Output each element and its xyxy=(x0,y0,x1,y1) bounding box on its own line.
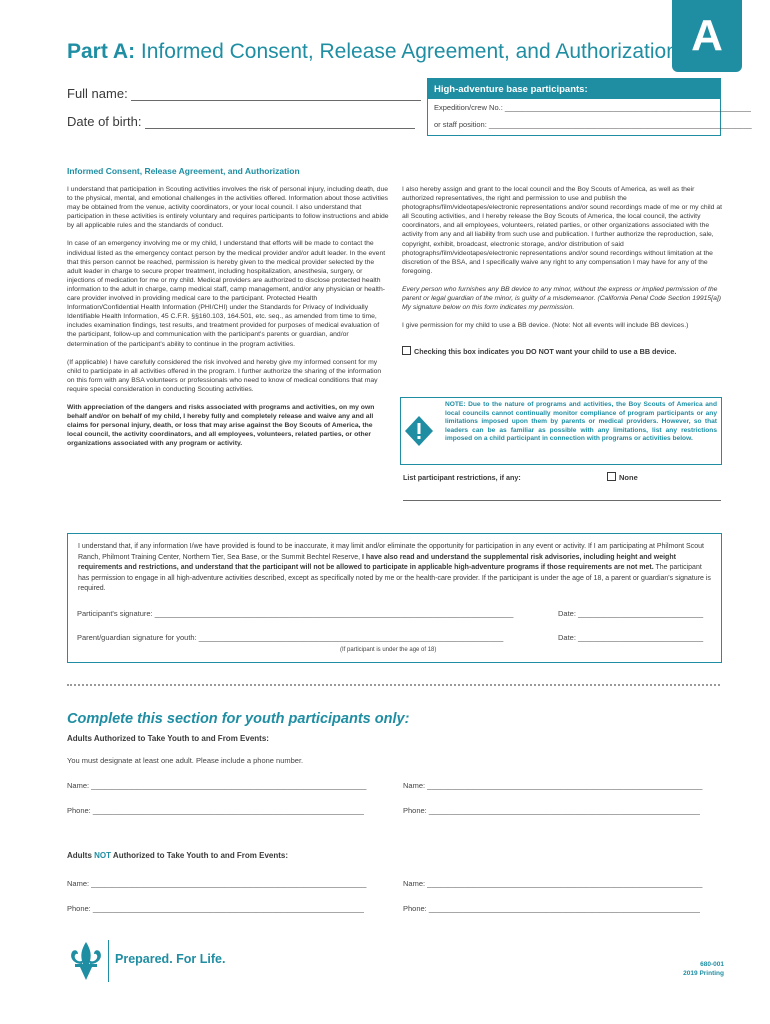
full-name-label: Full name: xyxy=(67,86,128,101)
not-authorized-name-1[interactable]: Name: __________________________________________________________________ xyxy=(67,879,367,888)
not-heading-emphasis: NOT xyxy=(94,851,111,860)
authorized-phone-2[interactable]: Phone: _________________________________________________________________ xyxy=(403,806,700,815)
authorized-phone-1[interactable]: Phone: _________________________________________________________________ xyxy=(67,806,364,815)
cut-line-divider xyxy=(67,684,720,686)
bb-law-paragraph: Every person who furnishes any BB device to any minor, without the express or implied permission of the parent or legal guardian of the minor, is guilty of a misdemeanor. (California Penal Code Section 19915[a]) My signature below on this form indicates my permission. xyxy=(402,285,722,312)
none-checkbox[interactable] xyxy=(607,472,616,481)
form-number: 680-001 xyxy=(700,961,724,968)
not-authorized-phone-1[interactable]: Phone: _________________________________________________________________ xyxy=(67,904,364,913)
printing-year: 2019 Printing xyxy=(683,970,724,977)
left-column xyxy=(67,185,389,457)
expedition-crew-field[interactable]: Expedition/crew No.: ___________________________________________________________ xyxy=(434,103,751,112)
risk-paragraph: I understand that participation in Scouting activities involves the risk of personal injury, including death, due to the physical, mental, and emotional challenges in the activities offered. Information about those activities may be obtained from the venue, activity coordinators, or your local council. I also understand that participation in these activities is entirely voluntary and requires participants to follow instructions and abide by all applicable rules and the standards of conduct. xyxy=(67,186,389,230)
certification-box xyxy=(67,533,722,663)
not-heading-c: Authorized to Take Youth to and From Events: xyxy=(111,851,289,860)
authorized-name-1[interactable]: Name: __________________________________________________________________ xyxy=(67,781,367,790)
full-name-field[interactable] xyxy=(67,86,421,101)
section-letter-tab: A xyxy=(672,0,742,72)
not-authorized-heading xyxy=(67,851,288,860)
bb-optout-checkbox[interactable] xyxy=(402,346,411,355)
cert-text-end: The participant has permission to engage in all high-adventure activities described, except as specifically noted by me or the health-care provider. If the participant is under the age of 18, a parent or guardian's signature is required. xyxy=(78,564,711,592)
page-title xyxy=(67,40,678,64)
release-paragraph: With appreciation of the dangers and risks associated with programs and activities, on my own behalf and/or on behalf of my child, I hereby fully and completely release and waive any and all claims for personal injury, death, or loss that may arise against the Boy Scouts of America, the local council, the activity coordinators, and all employees, volunteers, related parties, or other organizations associated with any program or activity. xyxy=(67,403,375,448)
cert-text-plain: I understand that, if any information I/we have provided is found to be inaccurate, it may limit and/or eliminate the opportunity for participation in any event or activity. If I am participating at Philmont Scout Ranch, Philmont Training Center, Northern Tier, Sea Base, or the Summit Bechtel Reserve, xyxy=(78,543,704,561)
note-box xyxy=(400,397,722,465)
consent-paragraph: (If applicable) I have carefully considered the risk involved and hereby give my informed consent for my child to participate in all activities offered in the program. I further authorize the sharing of the information on this form with any BSA volunteers or professionals who need to know of medical conditions that may require special consideration in conducting Scouting activities. xyxy=(67,358,382,393)
not-heading-a: Adults xyxy=(67,851,95,860)
guardian-signature-field[interactable]: Parent/guardian signature for youth: _________________________________________________________________________ xyxy=(77,633,504,642)
fleur-de-lis-icon xyxy=(66,940,106,982)
participant-date-field[interactable]: Date: ______________________________ xyxy=(558,609,704,618)
authorized-instruction: You must designate at least one adult. Please include a phone number. xyxy=(67,756,304,765)
note-text: NOTE: Due to the nature of programs and activities, the Boy Scouts of America and local councils cannot continually monitor compliance of program participants or any limitations imposed upon them by parents or medical providers. However, so that leaders can be as familiar as possible with any limitations, list any restrictions imposed on a child participant in connection with programs or activities below. xyxy=(445,401,717,443)
logo-divider xyxy=(108,940,109,982)
dob-label: Date of birth: xyxy=(67,114,142,129)
restrictions-label: List participant restrictions, if any: xyxy=(403,473,521,482)
none-option[interactable] xyxy=(607,472,638,482)
cert-text-bold: I have also read and understand the supplemental risk advisories, including height and weight requirements and restrictions, and understand that the participant will not be allowed to participate in applicable high-adventure programs if those requirements are not met. xyxy=(78,553,676,571)
certification-text xyxy=(78,542,712,595)
authorized-name-2[interactable]: Name: __________________________________________________________________ xyxy=(403,781,703,790)
form-footer xyxy=(650,960,724,978)
guardian-note: (If participant is under the age of 18) xyxy=(340,647,437,653)
bb-permission-paragraph: I give permission for my child to use a BB device. (Note: Not all events will include BB devices.) xyxy=(402,322,689,330)
right-column xyxy=(402,185,722,339)
not-authorized-phone-2[interactable]: Phone: _________________________________________________________________ xyxy=(403,904,700,913)
participant-signature-field[interactable]: Participant's signature: ______________________________________________________________________________________ xyxy=(77,609,514,618)
bb-optout-label: Checking this box indicates you DO NOT want your child to use a BB device. xyxy=(414,347,677,356)
dob-input[interactable] xyxy=(145,116,415,129)
dob-field[interactable] xyxy=(67,114,415,129)
title-prefix: Part A: xyxy=(67,40,136,63)
guardian-date-field[interactable]: Date: ______________________________ xyxy=(558,633,704,642)
emergency-paragraph: In case of an emergency involving me or my child, I understand that efforts will be made to contact the individual listed as the emergency contact person by the medical provider and/or adult leader. In the event that this person cannot be reached, permission is hereby given to the medical provider selected by the adult leader in charge to secure proper treatment, including hospitalization, anesthesia, surgery, or injections of medication for me or my child. Medical providers are authorized to disclose protected health information to the adult in charge, camp medical staff, camp management, and/or any physician or health-care provider involved in providing medical care to the participant. Protected Health Information/Confidential Health Information (PHI/CHI) under the Standards for Privacy of Individually Identifiable Health Information, 45 C.F.R. §§160.103, 164.501, etc. seq., as amended from time to time, includes examination findings, test results, and treatment provided for purposes of medical evaluation of the participant, follow-up and communication with the participant's parents or guardian, and/or determination of the participant's ability to continue in the program activities. xyxy=(67,240,386,348)
authorized-adults-heading: Adults Authorized to Take Youth to and From Events: xyxy=(67,734,269,743)
none-label: None xyxy=(619,473,638,482)
media-paragraph: I also hereby assign and grant to the local council and the Boy Scouts of America, as well as their authorized representatives, the right and permission to use and publish the photographs/film/videotapes/electronic representations and/or sound recordings made of me or my child at all Scouting activities, and I hereby release the Boy Scouts of America, the local council, the activity coordinators, and all employees, volunteers, related parties, or other organizations associated with the activity from any and all liability from such use and publication. I further authorize the reproduction, sale, copyright, exhibit, broadcast, electronic storage, and/or distribution of said photographs/film/videotapes/electronic representations and/or sound recordings without limitation at the discretion of the BSA, and I specifically waive any right to any compensation I may have for any of the foregoing. xyxy=(402,186,723,275)
not-authorized-name-2[interactable]: Name: __________________________________________________________________ xyxy=(403,879,703,888)
high-adventure-heading: High-adventure base participants: xyxy=(428,79,720,99)
high-adventure-box xyxy=(427,78,752,136)
restrictions-line[interactable] xyxy=(403,500,721,501)
bb-optout-row[interactable] xyxy=(402,346,676,356)
title-text: Informed Consent, Release Agreement, and Authorization xyxy=(135,40,678,63)
section-heading: Informed Consent, Release Agreement, and Authorization xyxy=(67,166,300,176)
youth-section-title: Complete this section for youth participants only: xyxy=(67,711,410,727)
full-name-input[interactable] xyxy=(131,88,421,101)
staff-position-field[interactable]: or staff position: _______________________________________________________________ xyxy=(434,120,752,129)
warning-icon xyxy=(405,402,433,460)
slogan: Prepared. For Life. xyxy=(115,952,226,966)
